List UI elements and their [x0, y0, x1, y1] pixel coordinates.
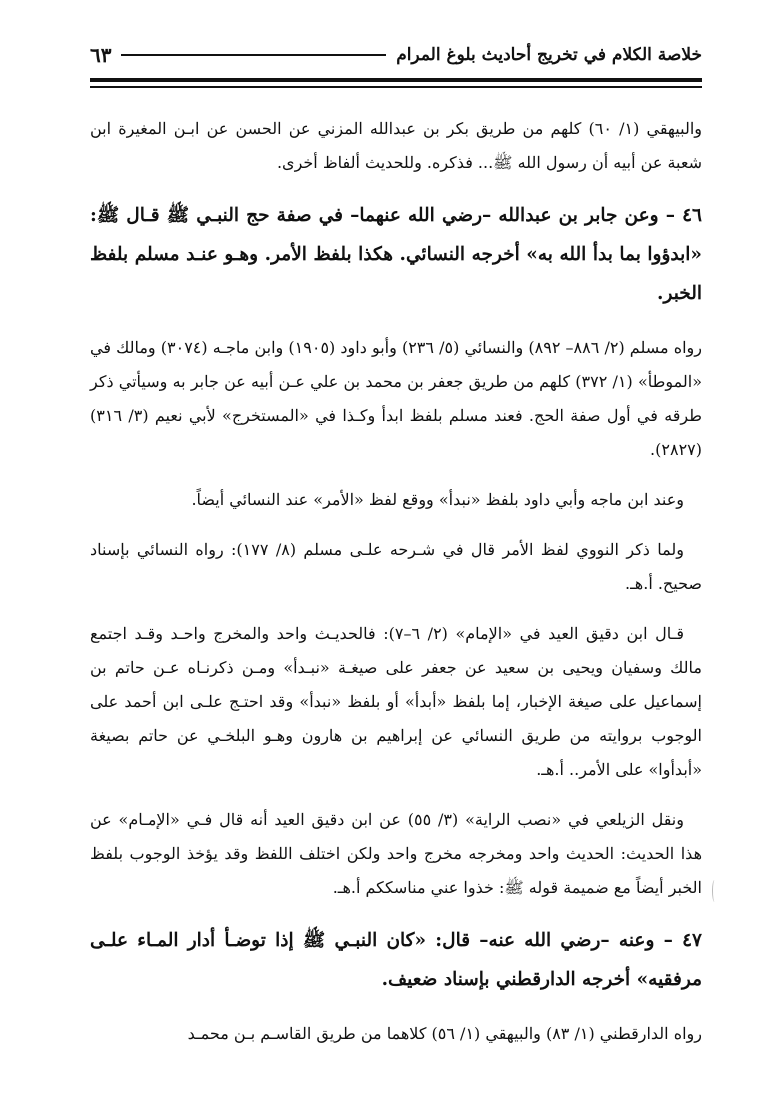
margin-mark	[712, 880, 717, 902]
book-title: خلاصة الكلام في تخريج أحاديث بلوغ المرام	[396, 45, 702, 65]
hadith-text: ٤٧ – وعنه –رضي الله عنه– قال: «كان النبـي ﷺ إذا توضـأ أدار المـاء علـى مرفقيه» أخرجه الدارقطني بإسناد ضعيف.	[90, 930, 702, 990]
page-number: ٦٣	[90, 43, 112, 67]
paragraph: رواه مسلم (٢/ ٨٨٦– ٨٩٢) والنسائي (٥/ ٢٣٦) وأبو داود (١٩٠٥) وابن ماجـه (٣٠٧٤) ومالك في «الموطأ» (١/ ٣٧٢) كلهم من طريق جعفر بن محمد بن علي عـن أبيه عن جابر به وسيأتي ذكر طرقه في أول صفة الحج. فعند مسلم بلفظ ابدأ وكـذا في «المستخرج» لأبي نعيم (٣/ ٣١٦) (٢٨٢٧).	[90, 338, 702, 459]
header-line	[121, 54, 386, 56]
paragraph: ولما ذكر النووي لفظ الأمر قال في شـرحه علـى مسلم (٨/ ١٧٧): رواه النسائي بإسناد صحيح. أ.هـ.	[90, 540, 702, 593]
page-body	[90, 112, 702, 1067]
header-thick-rule	[90, 78, 702, 82]
running-header	[90, 40, 702, 70]
paragraph: والبيهقي (١/ ٦٠) كلهم من طريق بكر بن عبدالله المزني عن الحسن عن ابـن المغيرة ابن شعبة عن أبيه أن رسول الله ﷺ... فذكره. وللحديث ألفاظ أخرى.	[90, 119, 703, 172]
hadith-text: ٤٦ – وعن جابر بن عبدالله –رضي الله عنهما– في صفة حج النبـي ﷺ قـال ﷺ: «ابدؤوا بما بدأ الله به» أخرجه النسائي. هكذا بلفظ الأمر. وهـو عنـد مسلم بلفظ الخبر.	[90, 205, 702, 304]
paragraph: وعند ابن ماجه وأبي داود بلفظ «نبدأ» ووقع لفظ «الأمر» عند النسائي أيضاً.	[191, 490, 684, 509]
header-thin-rule	[90, 86, 702, 88]
paragraph: ونقل الزيلعي في «نصب الراية» (٣/ ٥٥) عن ابن دقيق العيد أنه قال فـي «الإمـام» عن هذا الحديث: الحديث واحد ومخرجه مخرج واحد ولكن اختلف اللفظ وقد يؤخذ الوجوب بلفظ الخبر أيضاً مع ضميمة قوله ﷺ: خذوا عني مناسككم أ.هـ.	[90, 810, 702, 897]
paragraph: قـال ابن دقيق العيد في «الإمام» (٢/ ٦–٧): فالحديـث واحد والمخرج واحـد وقـد اجتمع مالك وسفيان ويحيى بن سعيد عن جعفر على صيغـة «نبـدأ» ومـن ذكرنـاه عـن حاتم بن إسماعيل على صيغة الإخبار، إما بلفظ «أبدأ» أو بلفظ «نبدأ» وقد احتـج علـى ابن أحمد على الوجوب بروايته من طريق النسائي عن إبراهيم بن هارون وهـو البلخـي عن حاتم بصيغة «أبدأوا» على الأمر.. أ.هـ.	[90, 624, 702, 779]
paragraph: رواه الدارقطني (١/ ٨٣) والبيهقي (١/ ٥٦) كلاهما من طريق القاسـم بـن محمـد	[187, 1024, 702, 1043]
